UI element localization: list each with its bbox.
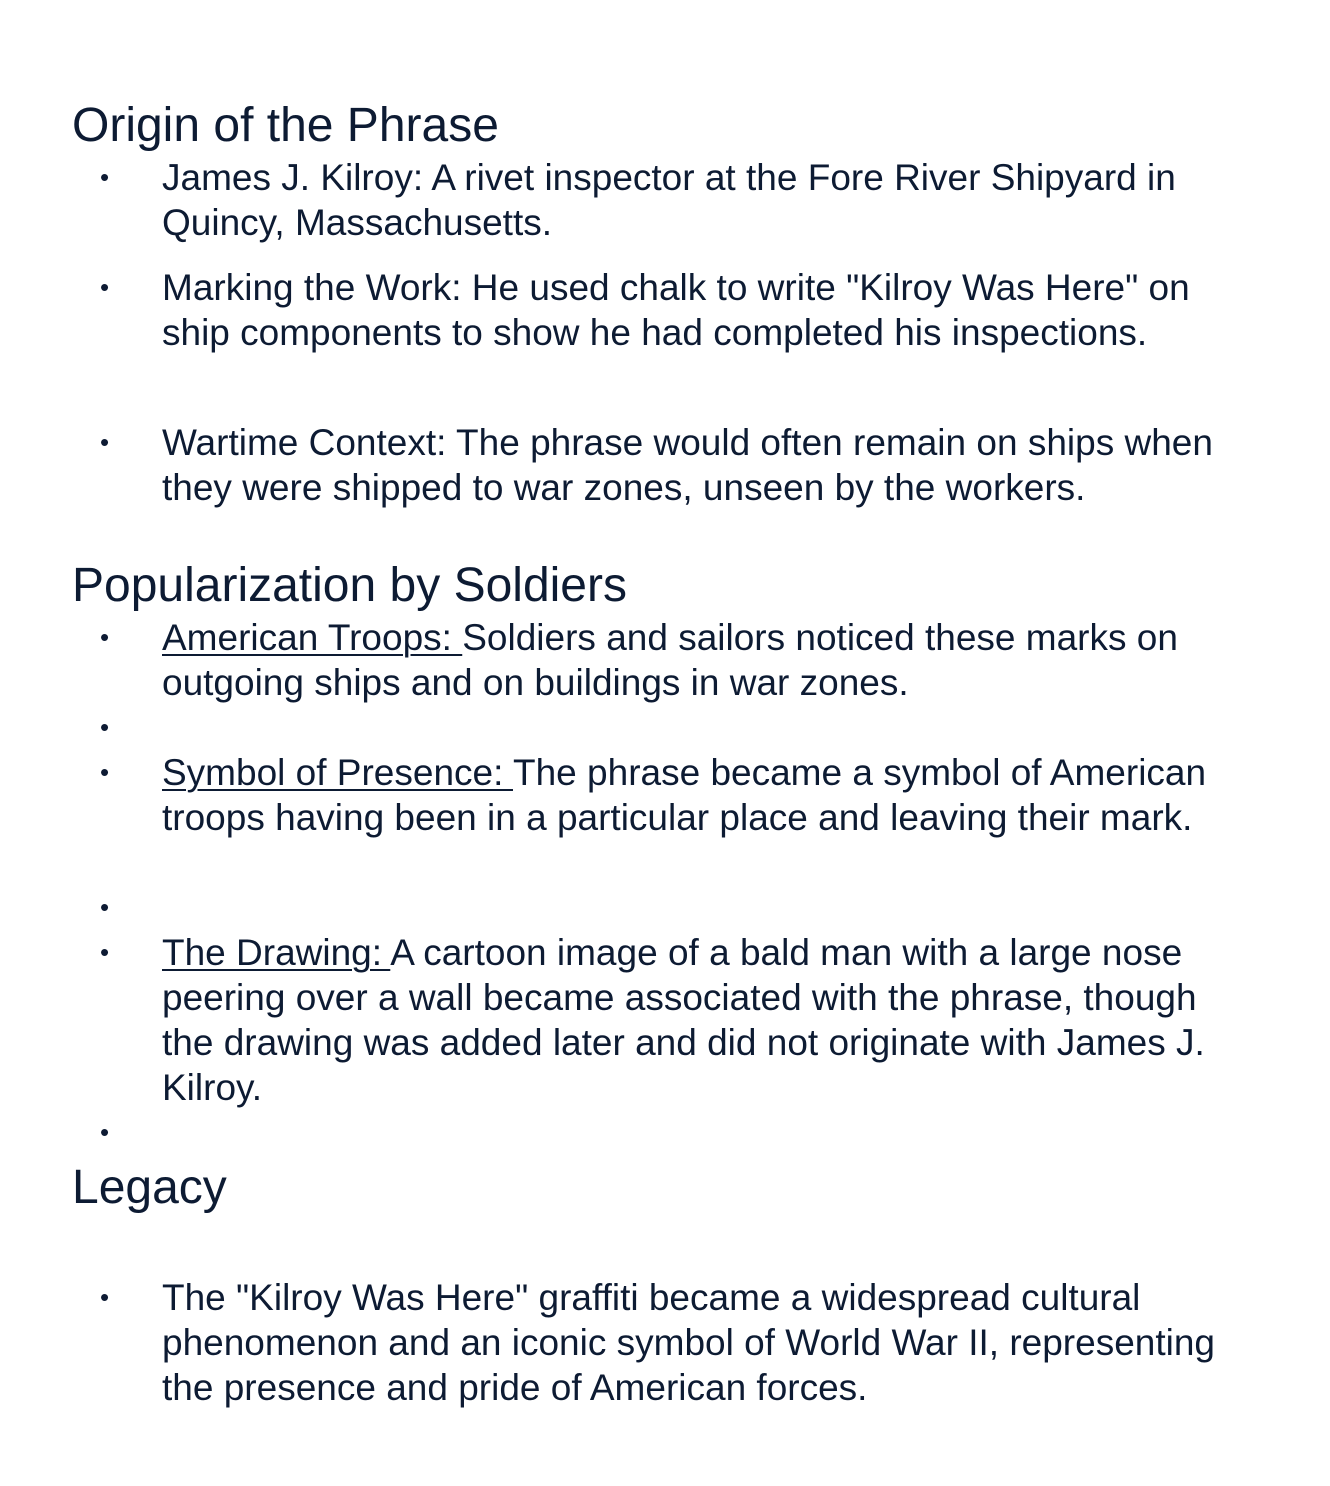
list-item-text: Wartime Context: The phrase would often remain on ships when they were shipped to war zones, unseen by the workers. (162, 422, 1213, 508)
bullet-icon: • (100, 757, 110, 787)
heading-legacy: Legacy (72, 1161, 227, 1214)
bullet-icon: • (100, 892, 110, 922)
list-item-body: Soldiers and sailors noticed these marks on outgoing ships and on buildings in war zones. (162, 617, 1178, 703)
list-item-text (162, 930, 1252, 1110)
bullet-icon: • (100, 272, 110, 302)
list-item-text: James J. Kilroy: A rivet inspector at the Fore River Shipyard in Quincy, Massachusetts. (162, 157, 1176, 243)
bullet-icon: • (100, 622, 110, 652)
bullet-icon: • (100, 427, 110, 457)
heading-popularization-by-soldiers: Popularization by Soldiers (72, 559, 627, 612)
list-item-body: A cartoon image of a bald man with a large nose peering over a wall became associated with the phrase, though the drawing was added later and did not originate with James J. Kilroy. (162, 932, 1205, 1108)
heading-origin-of-the-phrase: Origin of the Phrase (72, 99, 499, 152)
list-item-label: American Troops: (162, 617, 463, 658)
bullet-icon: • (100, 1117, 110, 1147)
list-item-text (162, 750, 1252, 840)
bullet-icon: • (100, 1282, 110, 1312)
bullet-icon: • (100, 937, 110, 967)
list-item-text (162, 615, 1252, 705)
list-item-body: The phrase became a symbol of American troops having been in a particular place and leaving their mark. (162, 752, 1207, 838)
list-item-label: The Drawing: (162, 932, 391, 973)
list-item-text: The "Kilroy Was Here" graffiti became a widespread cultural phenomenon and an iconic symbol of World War II, representing the presence and pride of American forces. (162, 1277, 1216, 1408)
list-item-label: Symbol of Presence: (162, 752, 513, 793)
bullet-icon: • (100, 162, 110, 192)
list-item-text: Marking the Work: He used chalk to write "Kilroy Was Here" on ship components to show he had completed his inspections. (162, 267, 1190, 353)
bullet-icon: • (100, 712, 110, 742)
